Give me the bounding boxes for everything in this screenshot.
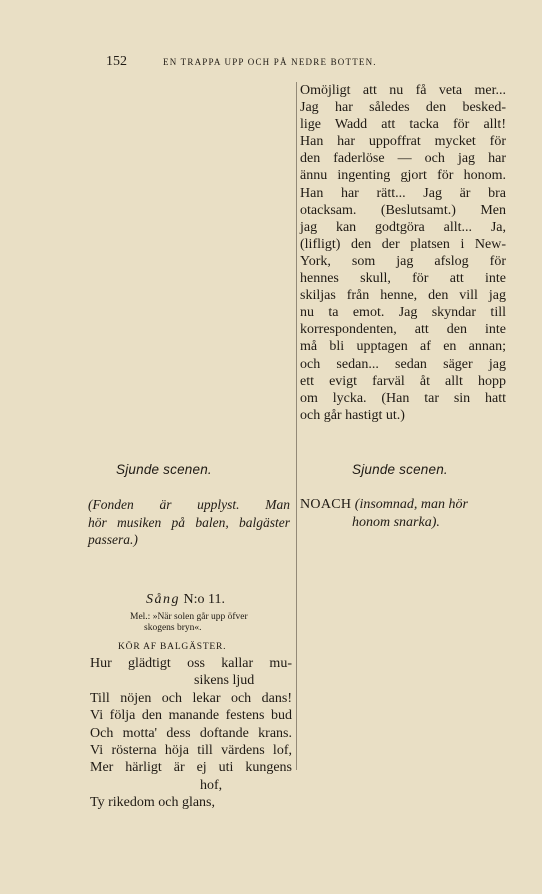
page-number: 152 <box>106 54 127 69</box>
stage-direction-left <box>88 496 290 549</box>
text-line: hör musiken på balen, balgäster <box>88 514 290 530</box>
text-line: och går hastigt ut.) <box>300 407 405 423</box>
text-line <box>300 496 506 514</box>
text-line: korrespondenten, att den inte <box>300 322 506 338</box>
text-line: Jag har således den besked- <box>300 100 506 116</box>
right-column-dialogue <box>300 82 506 424</box>
text-line: om lycka. (Han tar sin hatt <box>300 390 506 406</box>
text-line: (Fonden är upplyst. Man <box>88 497 290 512</box>
verse-line: Vi rösterna höja till värdens lof, <box>90 742 292 758</box>
verse-line: Ty rikedom och glans, <box>90 795 215 811</box>
scene-heading-right: Sjunde scenen. <box>352 462 448 477</box>
verse-line: Till nöjen och lekar och dans! <box>90 690 292 706</box>
character-name: NOACH <box>300 497 352 512</box>
verse-line: Hur glädtigt oss kallar mu- <box>90 656 292 671</box>
scene-heading-left: Sjunde scenen. <box>116 462 212 477</box>
text-line: Han har uppoffrat mycket för <box>300 134 506 150</box>
verse-line: sikens ljud <box>194 673 255 689</box>
text-line: (lifligt) den der platsen i New- <box>300 236 506 252</box>
text-line: och sedan... sedan säger jag <box>300 356 506 372</box>
running-head: EN TRAPPA UPP OCH PÅ NEDRE BOTTEN. <box>163 57 377 67</box>
page-header <box>88 54 468 70</box>
text-line: passera.) <box>88 532 138 547</box>
column-divider <box>296 82 297 770</box>
text-line: nu ta emot. Jag skyndar till <box>300 305 506 321</box>
text-line: jag kan godtgöra allt... Ja, <box>300 219 506 235</box>
text-line: ännu ingenting gjort för honom. <box>300 168 506 184</box>
song-title <box>146 592 225 608</box>
verse-line: Mer härligt är ej uti kungens <box>90 760 292 776</box>
chorus-label: KÖR AF BALGÄSTER. <box>118 642 227 652</box>
direction-text: (insomnad, man hör <box>354 497 468 512</box>
text-line: den faderlöse — och jag har <box>300 151 506 167</box>
verse-line: Vi följa den manande festens bud <box>90 708 292 724</box>
text-line: otacksam. (Beslutsamt.) Men <box>300 202 506 218</box>
text-line: må bli upptagen af en annan; <box>300 339 506 355</box>
text-line: skiljas från henne, den vill jag <box>300 288 506 304</box>
melody-note <box>130 612 300 634</box>
text-line: York, som jag afslog för <box>300 253 506 269</box>
melody-line: Mel.: »När solen går upp öfver <box>130 612 248 622</box>
melody-line: skogens bryn«. <box>144 623 202 633</box>
verse-line: Och motta' dess doftande krans. <box>90 725 292 741</box>
stage-direction-right <box>300 496 506 531</box>
verse-line: hof, <box>200 777 223 793</box>
text-line: lige Wadd att tacka för allt! <box>300 117 506 133</box>
song-number: N:o 11. <box>183 592 225 607</box>
text-line: hennes skull, för att inte <box>300 271 506 287</box>
text-line: Omöjligt att nu få veta mer... <box>300 83 506 98</box>
text-line: ett evigt farväl åt allt hopp <box>300 373 506 389</box>
song-title-word: Sång <box>146 592 180 607</box>
direction-text: honom snarka). <box>352 514 440 530</box>
text-line: Han har rätt... Jag är bra <box>300 185 506 201</box>
song-verse <box>90 655 292 812</box>
